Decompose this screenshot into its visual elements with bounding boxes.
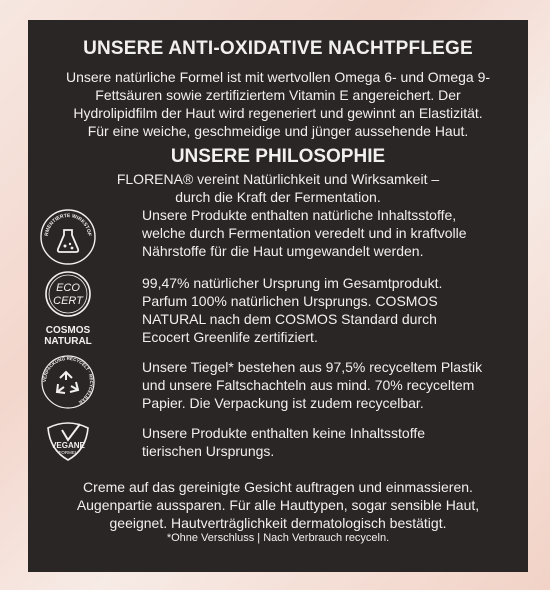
philosophy-line: FLORENA® vereint Natürlichkeit und Wirksamkeit – [116,171,440,187]
feature-line: tierischen Ursprungs. [142,443,275,459]
feature-line: Parfum 100% natürlichen Ursprungs. COSMOS [142,293,438,309]
page-title: UNSERE ANTI-OXIDATIVE NACHTPFLEGE [83,38,473,59]
fermentation-icon [38,208,98,271]
feature-text [142,424,522,460]
natural-label: NATURAL [44,336,92,347]
feature-line: NATURAL nach dem COSMOS Standard durch [142,311,437,327]
recycle-icon [38,354,98,415]
feature-line: 99,47% natürlicher Ursprung im Gesamtprodukt. [142,275,443,291]
fermentation-icon-text: RMENTIERTE WIRKSTOF [43,212,93,237]
intro-line: Fettsäuren sowie zertifiziertem Vitamin E angereichert. Der [95,87,461,103]
cosmos-label: COSMOS [45,325,91,336]
feature-line: Unsere Produkte enthalten keine Inhaltsstoffe [142,425,426,441]
feature-line: und unsere Faltschachteln aus mind. 70% recyceltem [142,377,475,393]
footnote: *Ohne Verschluss | Nach Verbrauch recyceln. [166,532,390,544]
feature-line: Nährstoffe für die Haut umgewandelt werden. [142,243,424,259]
feature-line: Ecocert Greenlife zertifiziert. [142,329,318,345]
vegan-icon [38,420,98,469]
care-instructions [28,478,528,532]
care-line: Creme auf das gereinigte Gesicht auftragen und einmassieren. [83,479,473,495]
feature-text [142,274,522,346]
feature-line: Unsere Tiegel* bestehen aus 97,5% recyceltem Plastik [142,359,483,375]
info-panel [28,20,528,572]
intro-line: Unsere natürliche Formel ist mit wertvollen Omega 6- und Omega 9- [65,69,491,85]
recycle-icon-text: VERPACKUNG RECYCELT · RECYCELBAR [41,355,95,405]
intro-line: Für eine weiche, geschmeidige und jünger aussehende Haut. [87,123,469,139]
svg-text:ECO: ECO [56,282,80,294]
vegan-icon-subtext: FORMEL [58,450,78,455]
feature-text [142,358,522,412]
ecocert-icon [38,270,98,347]
svg-text:CERT: CERT [53,295,83,307]
philosophy-text [28,170,528,206]
feature-line: Unsere Produkte enthalten natürliche Inhaltsstoffe, [142,207,457,223]
philosophy-line: durch die Kraft der Fermentation. [175,189,381,205]
vegan-icon-text: VEGANE [51,441,85,450]
intro-text [28,68,528,140]
feature-text [142,206,522,260]
care-line: geeignet. Hautverträglichkeit dermatologisch bestätigt. [109,515,447,531]
feature-line: Papier. Die Verpackung ist zudem recycelbar. [142,395,424,411]
care-line: Augenpartie aussparen. Für alle Hauttypen, sogar sensible Haut, [76,497,480,513]
feature-line: welche durch Fermentation veredelt und in kraftvolle [142,225,467,241]
intro-line: Hydrolipidfilm der Haut wird regeneriert und gewinnt an Elastizität. [73,105,483,121]
svg-text:FERMENTIERTE WIRKSTOFFE [39,208,92,236]
philosophy-heading: UNSERE PHILOSOPHIE [170,146,386,167]
